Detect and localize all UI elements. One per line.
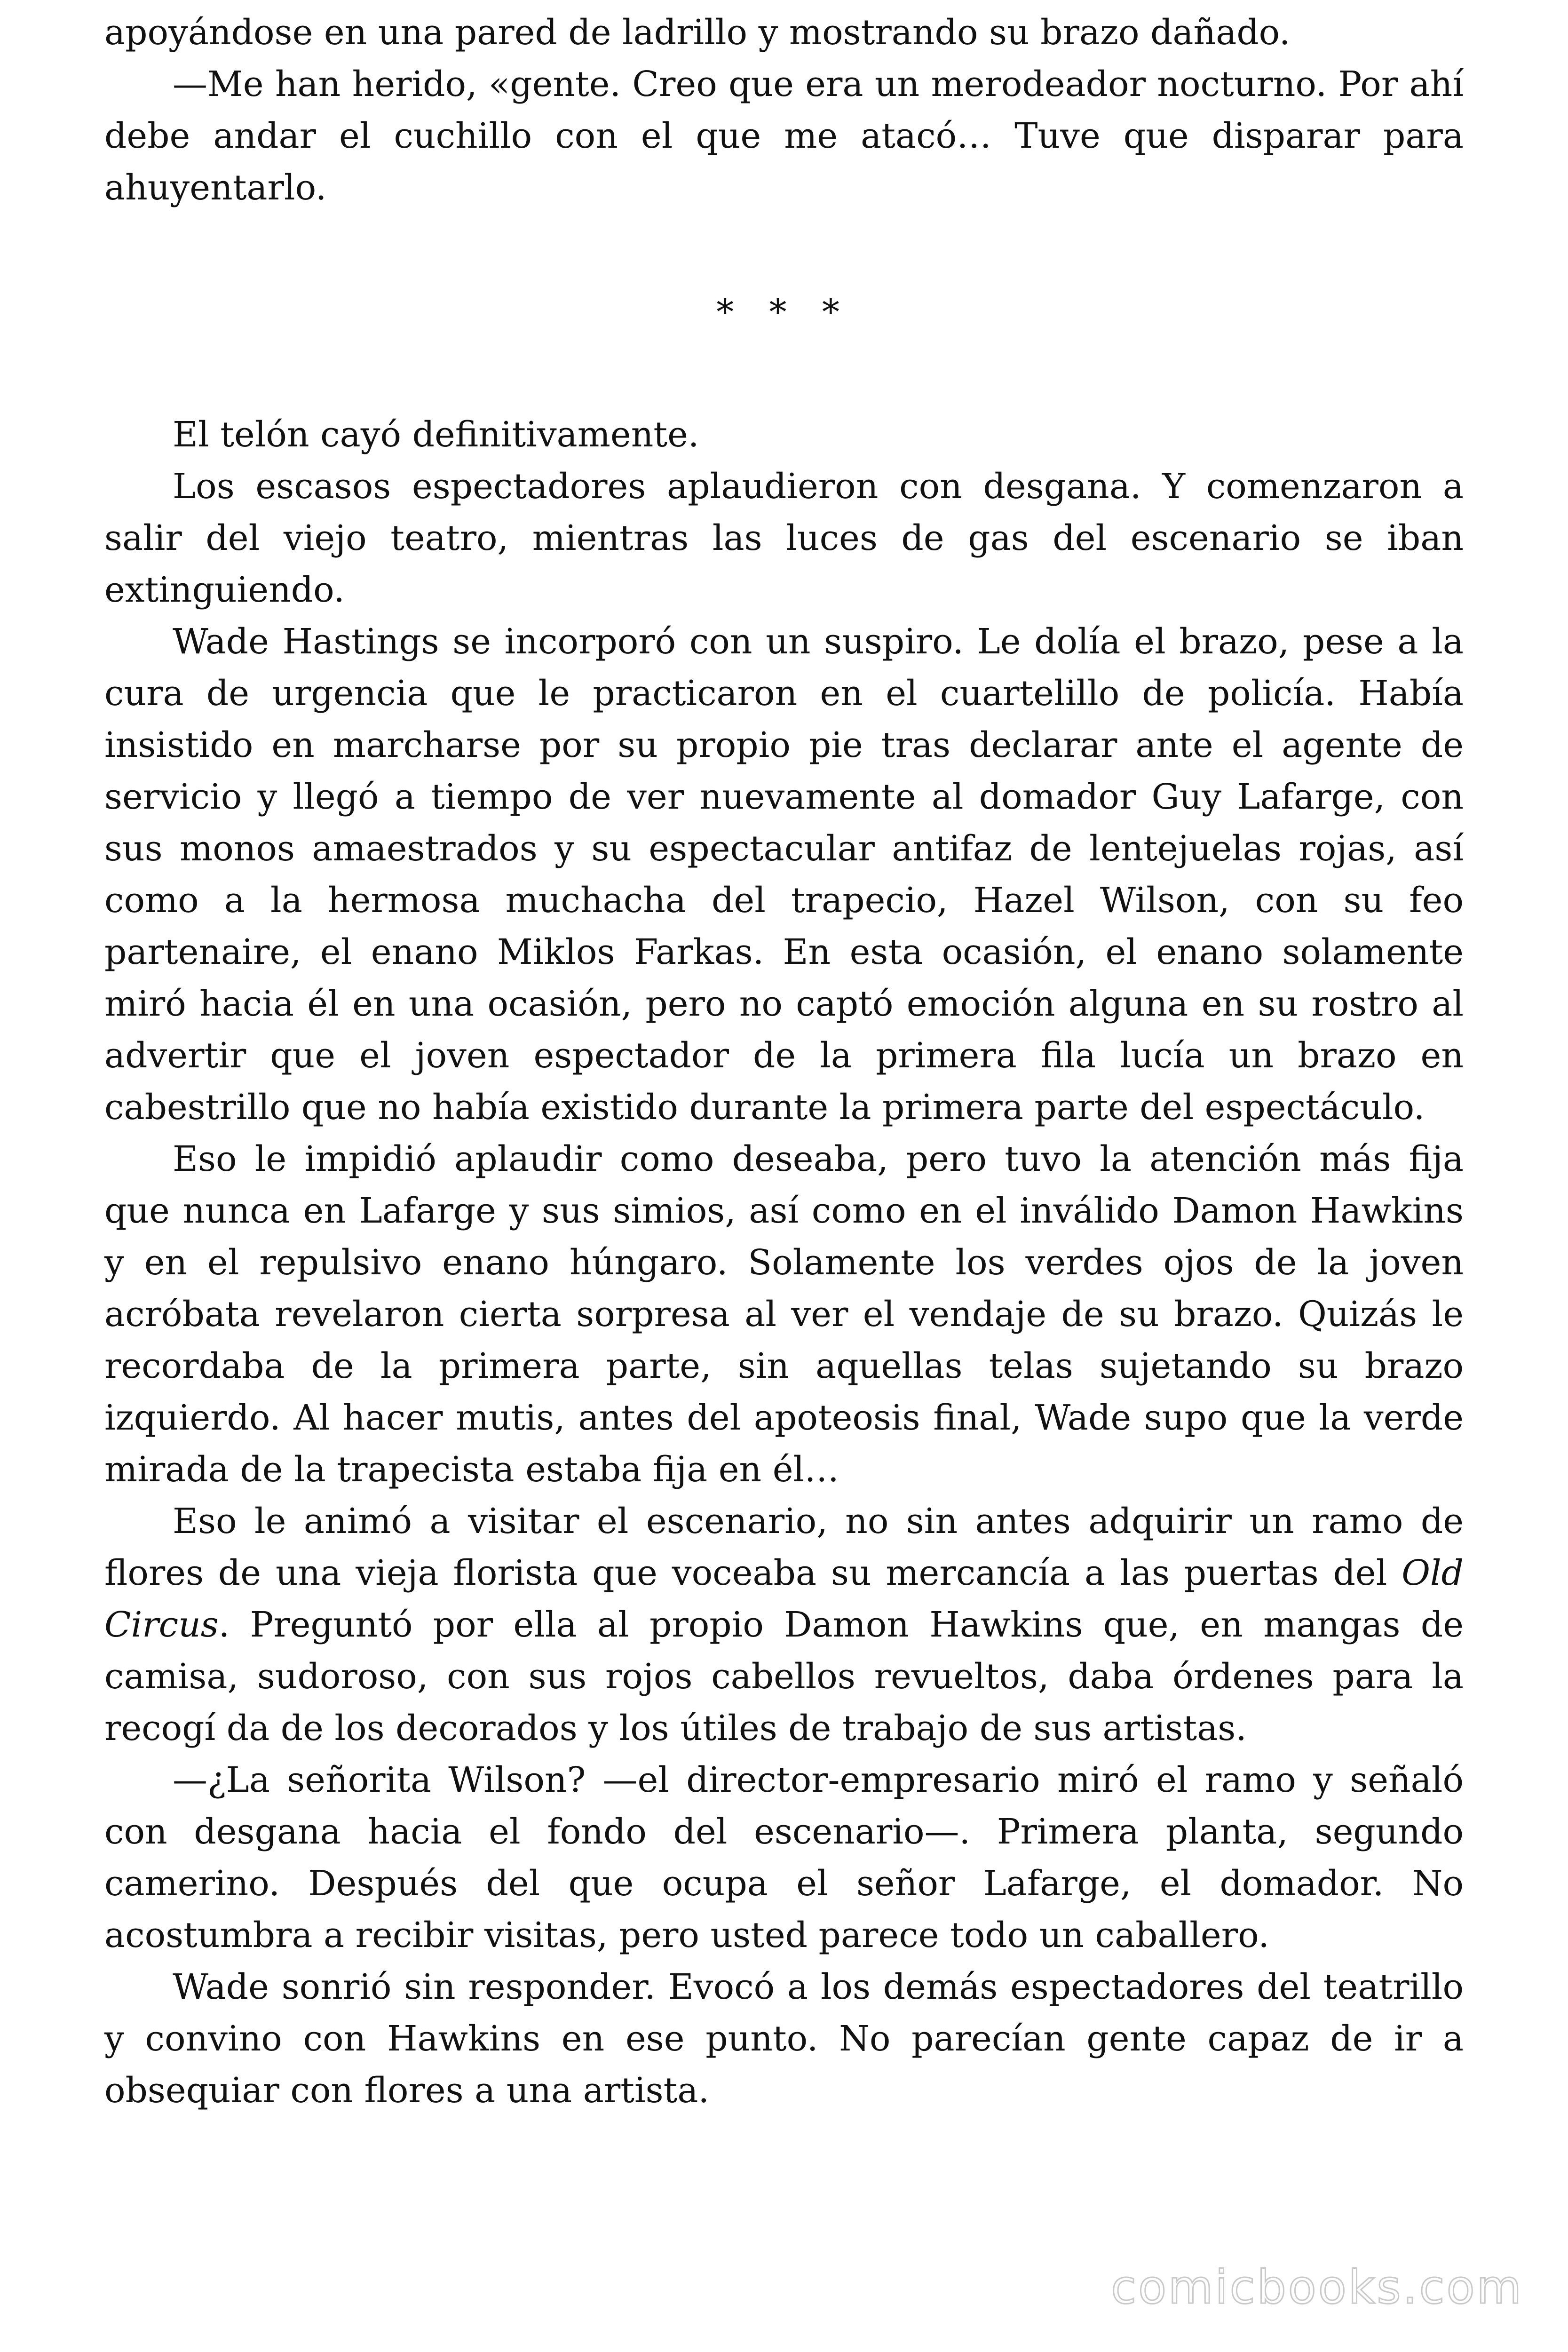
- paragraph-text-before-italic: Eso le animó a visitar el escenario, no sin antes adquirir un ramo de flores de una vieja florista que voceaba su mercancía a las puertas del: [104, 1501, 1464, 1593]
- book-page: [104, 0, 1464, 2116]
- paragraph: —Me han herido, «gente. Creo que era un merodeador nocturno. Por ahí debe andar el cuchillo con el que me atacó… Tuve que disparar para ahuyentarlo.: [104, 64, 1464, 208]
- paragraph: El telón cayó definitivamente.: [173, 414, 699, 455]
- paragraph: Wade Hastings se incorporó con un suspiro. Le dolía el brazo, pese a la cura de urgencia que le practicaron en el cuartelillo de policía. Había insistido en marcharse por su propio pie tras declarar ante el agente de servicio y llegó a tiempo de ver nuevamente al domador Guy Lafarge, con sus monos amaestrados y su espectacular antifaz de lentejuelas rojas, así como a la hermosa muchacha del trapecio, Hazel Wilson, con su feo partenaire, el enano Miklos Farkas. En esta ocasión, el enano solamente miró hacia él en una ocasión, pero no captó emoción alguna en su rostro al advertir que el joven espectador de la primera fila lucía un brazo en cabestrillo que no había existido durante la primera parte del espectáculo.: [104, 621, 1464, 1128]
- paragraph-with-italic: [104, 1495, 1464, 1754]
- text-before-break: [104, 0, 1464, 214]
- paragraph-text-after-italic: . Preguntó por ella al propio Damon Hawkins que, en mangas de camisa, sudoroso, con sus rojos cabellos revueltos, daba órdenes para la recogí da de los decorados y los útiles de trabajo de sus artistas.: [104, 1605, 1464, 1748]
- paragraph: —¿La señorita Wilson? —el director-empresario miró el ramo y señaló con desgana hacia el fondo del escenario—. Primera planta, segundo camerino. Después del que ocupa el señor Lafarge, el domador. No acostumbra a recibir visitas, pero usted parece todo un caballero.: [104, 1760, 1464, 1955]
- text-after-break: [104, 409, 1464, 2116]
- italic-title: Old Circus: [104, 1553, 1464, 1645]
- paragraph: Eso le impidió aplaudir como deseaba, pero tuvo la atención más fija que nunca en Lafarge y sus simios, así como en el inválido Damon Hawkins y en el repulsivo enano húngaro. Solamente los verdes ojos de la joven acróbata revelaron cierta sorpresa al ver el vendaje de su brazo. Quizás le recordaba de la primera parte, sin aquellas telas sujetando su brazo izquierdo. Al hacer mutis, antes del apoteosis final, Wade supo que la verde mirada de la trapecista estaba fija en él…: [104, 1139, 1464, 1490]
- paragraph: Los escasos espectadores aplaudieron con desgana. Y comenzaron a salir del viejo teatro, mientras las luces de gas del escenario se iban extinguiendo.: [104, 466, 1464, 610]
- watermark: comicbooks.com: [1111, 2261, 1523, 2314]
- paragraph-continued: apoyándose en una pared de ladrillo y mostrando su brazo dañado.: [104, 12, 1291, 53]
- scene-break: * * *: [716, 292, 852, 333]
- paragraph: Wade sonrió sin responder. Evocó a los demás espectadores del teatrillo y convino con Hawkins en ese punto. No parecían gente capaz de ir a obsequiar con flores a una artista.: [104, 1967, 1464, 2111]
